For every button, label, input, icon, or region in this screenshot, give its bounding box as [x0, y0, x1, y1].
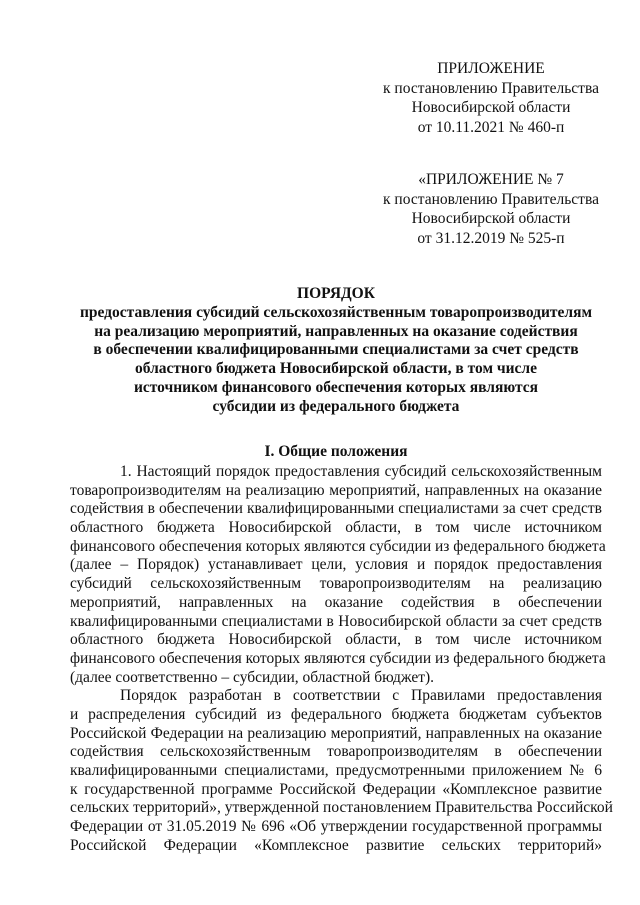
appendix-header-previous — [372, 170, 610, 248]
title-line: на реализацию мероприятий, направленных на оказание содействия — [94, 322, 578, 340]
paragraph-line: содействия в обеспечении квалифицированными специалистами за счет средств — [70, 500, 602, 518]
appendix-line: ПРИЛОЖЕНИЕ — [437, 60, 545, 77]
appendix-line: к постановлению Правительства — [383, 190, 599, 208]
appendix-line: к постановлению Правительства — [383, 79, 599, 97]
paragraph-line: финансового обеспечения которых являются субсидии из федерального бюджета — [70, 649, 606, 667]
paragraph-line: и распределения субсидий из федерального бюджета бюджетам субъектов — [70, 705, 602, 723]
title-line: предоставления субсидий сельскохозяйственным товаропроизводителям — [79, 303, 593, 321]
paragraph-line: мероприятий, направленных на оказание содействия в обеспечении — [70, 593, 602, 611]
paragraph-line: товаропроизводителям на реализацию мероприятий, направленных на оказание — [70, 481, 602, 499]
paragraph-line: (далее – Порядок) устанавливает цели, условия и порядок предоставления — [70, 556, 602, 574]
appendix-line: от 10.11.2021 № 460-п — [417, 118, 565, 136]
paragraph-line: субсидий сельскохозяйственным товаропроизводителям на реализацию — [70, 575, 602, 593]
paragraph-line: к государственной программе Российской Федерации «Комплексное развитие — [70, 780, 602, 798]
paragraph-line: сельских территорий», утвержденной постановлением Правительства Российской — [70, 799, 613, 817]
paragraph-line: областного бюджета Новосибирской области, в том числе источником — [70, 519, 602, 537]
paragraph-line: Порядок разработан в соответствии с Правилами предоставления — [120, 687, 602, 705]
title-line: в обеспечении квалифицированными специалистами за счет средств — [93, 341, 579, 359]
paragraph-line: Федерации от 31.05.2019 № 696 «Об утверждении государственной программы — [70, 818, 602, 836]
title-line: источником финансового обеспечения которых являются — [133, 378, 539, 396]
document-title — [70, 285, 602, 417]
appendix-line: от 31.12.2019 № 525-п — [417, 229, 565, 247]
paragraph-line: квалифицированными специалистами в Новосибирской области за счет средств — [70, 612, 602, 630]
appendix-line: «ПРИЛОЖЕНИЕ № 7 — [418, 171, 564, 188]
paragraph-line: (далее соответственно – субсидии, областной бюджет). — [70, 668, 435, 686]
title-line: областного бюджета Новосибирской области, в том числе — [134, 360, 538, 378]
section-heading: I. Общие положения — [264, 443, 408, 460]
appendix-line: Новосибирской области — [411, 99, 571, 117]
title-line: ПОРЯДОК — [297, 285, 375, 302]
paragraph-line: содействия сельскохозяйственным товаропроизводителям в обеспечении — [70, 743, 602, 761]
section-body — [70, 463, 613, 855]
paragraph-line: Российской Федерации на реализацию мероприятий, направленных на оказание — [70, 724, 602, 742]
title-line: субсидии из федерального бюджета — [212, 397, 460, 415]
paragraph-line: 1. Настоящий порядок предоставления субсидий сельскохозяйственным — [120, 463, 602, 480]
appendix-header-current — [372, 59, 610, 137]
paragraph-line: Российской Федерации «Комплексное развитие сельских территорий» — [70, 836, 602, 854]
appendix-line: Новосибирской области — [411, 210, 571, 228]
paragraph-line: квалифицированными специалистами, предусмотренными приложением № 6 — [70, 762, 602, 779]
paragraph-line: финансового обеспечения которых являются субсидии из федерального бюджета — [70, 537, 606, 555]
paragraph-line: областного бюджета Новосибирской области, в том числе источником — [70, 631, 602, 649]
